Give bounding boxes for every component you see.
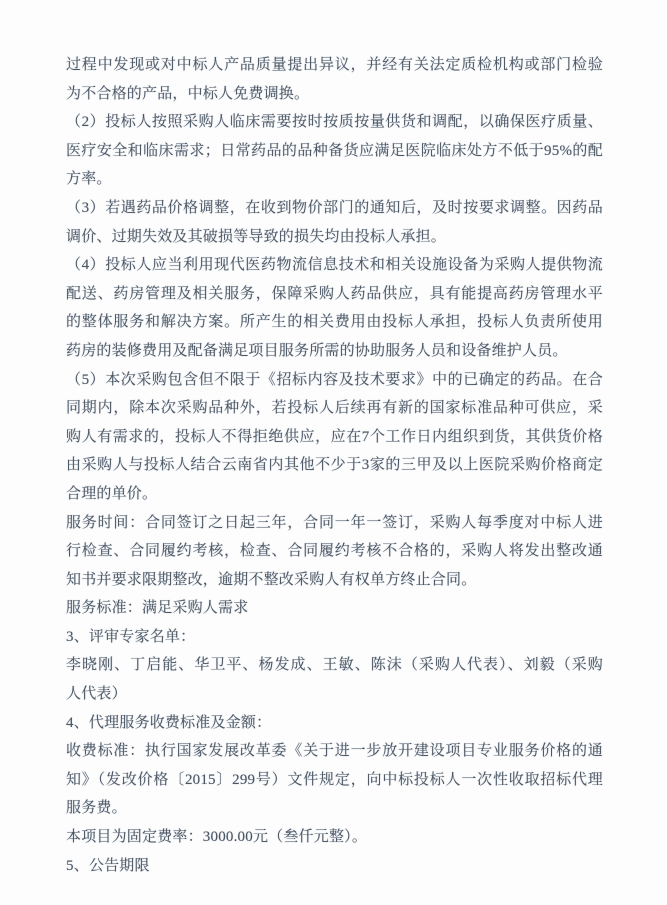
text-line: 为不合格的产品，中标人免费调换。 bbox=[66, 85, 310, 102]
text-line: 同期内，除本次采购品种外，若投标人后续再有新的国家标准品种可供应，采 bbox=[66, 400, 603, 417]
text-line: 人代表） bbox=[66, 686, 127, 703]
paragraph bbox=[66, 709, 603, 738]
text-line: （5）本次采购包含但不限于《招标内容及技术要求》中的已确定的药品。在合 bbox=[66, 371, 603, 388]
paragraph bbox=[66, 194, 603, 251]
paragraph bbox=[66, 737, 603, 823]
text-line: 购人有需求的，投标人不得拒绝供应，应在7个工作日内组织到货，其供货价格 bbox=[66, 428, 603, 445]
text-line: 知书并要求限期整改，逾期不整改采购人有权单方终止合同。 bbox=[66, 571, 477, 588]
text-line: （4）投标人应当利用现代医药物流信息技术和相关设施设备为采购人提供物流 bbox=[66, 257, 603, 274]
document-body bbox=[66, 51, 603, 880]
text-line: 5、公告期限 bbox=[66, 857, 150, 874]
paragraph bbox=[66, 623, 603, 652]
text-line: 医疗安全和临床需求；日常药品的品种备货应满足医院临床处方不低于95%的配 bbox=[66, 142, 603, 159]
paragraph bbox=[66, 651, 603, 708]
text-line: 服务时间：合同签订之日起三年，合同一年一签订，采购人每季度对中标人进 bbox=[66, 514, 603, 531]
paragraph bbox=[66, 594, 603, 623]
paragraph bbox=[66, 852, 603, 881]
paragraph bbox=[66, 366, 603, 509]
text-line: 收费标准：执行国家发展改革委《关于进一步放开建设项目专业服务价格的通 bbox=[66, 743, 603, 760]
text-line: 调价、过期失效及其破损等导致的损失均由投标人承担。 bbox=[66, 228, 447, 245]
text-line: 的整体服务和解决方案。所产生的相关费用由投标人承担，投标人负责所使用 bbox=[66, 314, 603, 331]
text-line: 方率。 bbox=[66, 171, 112, 188]
text-line: 过程中发现或对中标人产品质量提出异议，并经有关法定质检机构或部门检验 bbox=[66, 57, 603, 73]
paragraph bbox=[66, 51, 603, 108]
paragraph bbox=[66, 823, 603, 852]
paragraph bbox=[66, 108, 603, 194]
text-line: （2）投标人按照采购人临床需要按时按质按量供货和调配，以确保医疗质量、 bbox=[66, 114, 603, 131]
text-line: 本项目为固定费率：3000.00元（叁仟元整）。 bbox=[66, 829, 368, 846]
text-line: 李晓刚、丁启能、华卫平、杨发成、王敏、陈沫（采购人代表）、刘毅（采购 bbox=[66, 657, 603, 674]
text-line: （3）若遇药品价格调整，在收到物价部门的通知后，及时按要求调整。因药品 bbox=[66, 199, 603, 216]
text-line: 3、评审专家名单： bbox=[66, 628, 196, 645]
paragraph bbox=[66, 251, 603, 365]
text-line: 配送、药房管理及相关服务，保障采购人药品供应，具有能提高药房管理水平 bbox=[66, 285, 603, 302]
text-line: 4、代理服务收费标准及金额： bbox=[66, 714, 272, 731]
paragraph bbox=[66, 509, 603, 595]
text-line: 药房的装修费用及配备满足项目服务所需的协助服务人员和设备维护人员。 bbox=[66, 342, 568, 359]
text-line: 服务费。 bbox=[66, 800, 127, 817]
text-line: 服务标准：满足采购人需求 bbox=[66, 600, 249, 617]
text-line: 由采购人与投标人结合云南省内其他不少于3家的三甲及以上医院采购价格商定 bbox=[66, 457, 603, 474]
text-line: 行检查、合同履约考核，检查、合同履约考核不合格的，采购人将发出整改通 bbox=[66, 543, 603, 560]
text-line: 合理的单价。 bbox=[66, 485, 158, 502]
text-line: 知》（发改价格〔2015〕299号）文件规定，向中标投标人一次性收取招标代理 bbox=[66, 771, 603, 788]
